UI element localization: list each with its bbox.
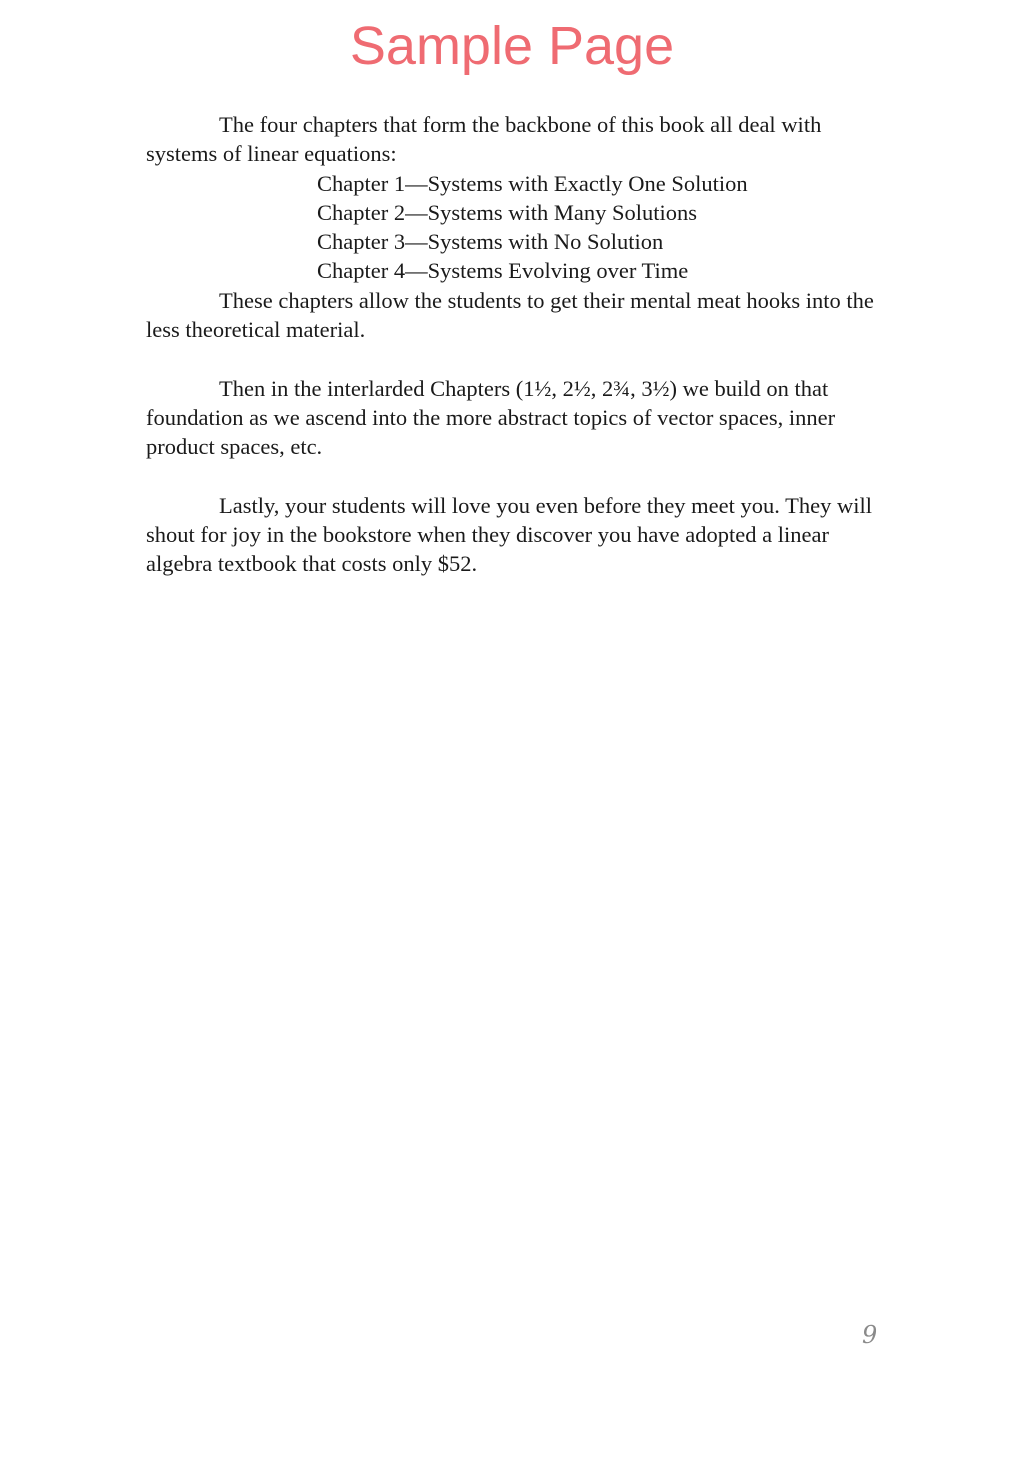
page-body (146, 110, 886, 579)
after-list-paragraph: These chapters allow the students to get their mental meat hooks into the less theoretical material. (146, 287, 874, 343)
chapter-item: Chapter 2—Systems with Many Solutions (317, 199, 698, 225)
chapter-item: Chapter 4—Systems Evolving over Time (317, 258, 689, 284)
chapter-item: Chapter 3—Systems with No Solution (317, 229, 664, 255)
intro-paragraph: The four chapters that form the backbone of this book all deal with systems of linear equations: (146, 112, 822, 167)
paragraph-gap (146, 462, 886, 491)
lastly-paragraph: Lastly, your students will love you even before they meet you. They will shout for joy in the bookstore when they discover you have adopted a linear algebra textbook that costs only $52. (146, 492, 872, 577)
paragraph-gap (146, 344, 886, 373)
chapter-list (146, 169, 886, 286)
page-number: 9 (862, 1321, 878, 1349)
interlarded-paragraph: Then in the interlarded Chapters (1½, 2½, 2¾, 3½) we build on that foundation as we ascend into the more abstract topics of vector spaces, inner product spaces, etc. (146, 375, 836, 460)
sample-page-watermark: Sample Page (349, 16, 675, 76)
chapter-item: Chapter 1—Systems with Exactly One Solution (317, 170, 748, 196)
